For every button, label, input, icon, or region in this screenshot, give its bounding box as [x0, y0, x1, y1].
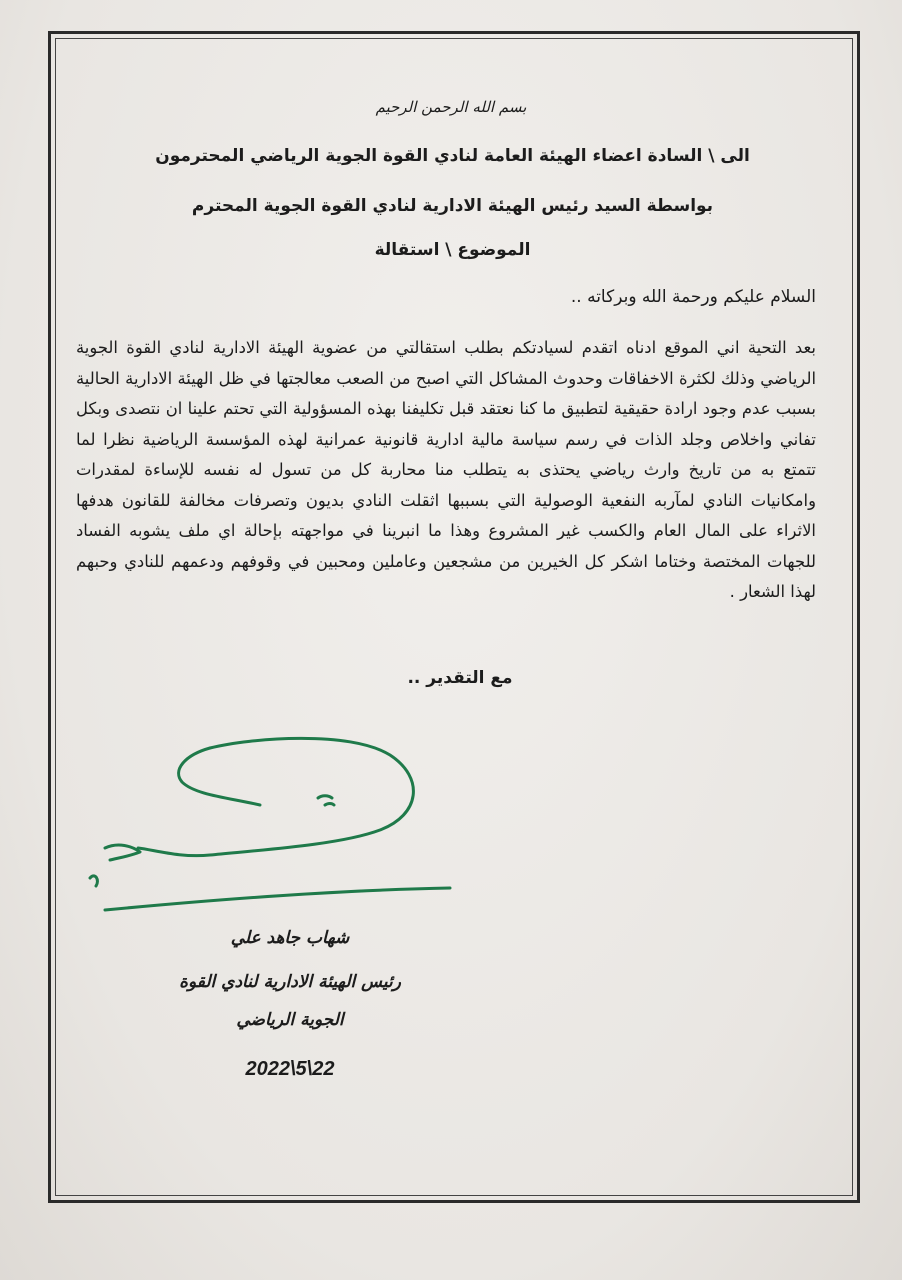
signer-title-line-1: رئيس الهيئة الادارية لنادي القوة	[179, 972, 401, 992]
body-paragraph: بعد التحية اني الموقع ادناه اتقدم لسيادتكم بطلب استقالتي من عضوية الهيئة الادارية لنادي القوة الجوية الرياضي وذلك لكثرة الاخفاقات وحدوث المشاكل التي اصبح من الصعب معالجتها في ظل الهيئة الادارية الحالية بسبب عدم وجود ارادة حقيقية لتطبيق ما كنا نعتقد قبل تكليفنا بهذه المسؤولية التي تحتم علينا ان نتصدى وبكل تفاني واخلاص وجلد الذات في رسم سياسة مالية ادارية قانونية عمرانية لهذه المؤسسة الرياضية نظرا لما تتمتع به من تاريخ وارث رياضي يحتذى به يتطلب منا محاربة كل من تسول له نفسه للإساءة لمقدرات وامكانيات النادي لمآربه النفعية الوصولية التي بسببها اثقلت النادي بديون وتصرفات مخالفة للقانون هدفها الاثراء على المال العام والكسب غير المشروع وهذا ما انبرينا في مواجهته بإحالة اي ملف يشوبه الفساد للجهات المختصة وختاما اشكر كل الخيرين من مشجعين وعاملين ومحبين في وقوفهم ودعمهم للنادي وحبهم لهذا الشعار .	[76, 338, 816, 601]
addressee-line: الى \ السادة اعضاء الهيئة العامة لنادي القوة الجوية الرياضي المحترمون	[155, 146, 750, 166]
handwritten-signature-icon	[60, 730, 480, 930]
signer-title-line-2: الجوية الرياضي	[236, 1010, 344, 1030]
greeting: السلام عليكم ورحمة الله وبركاته ..	[570, 287, 816, 307]
signer-name: شهاب جاهد علي	[230, 928, 350, 948]
subject-line: الموضوع \ استقالة	[374, 240, 531, 260]
via-line: بواسطة السيد رئيس الهيئة الادارية لنادي القوة الجوية المحترم	[191, 196, 714, 216]
letter-date: 2022\5\22	[245, 1058, 335, 1080]
basmala: بسم الله الرحمن الرحيم	[375, 98, 527, 116]
closing: مع التقدير ..	[407, 668, 513, 688]
